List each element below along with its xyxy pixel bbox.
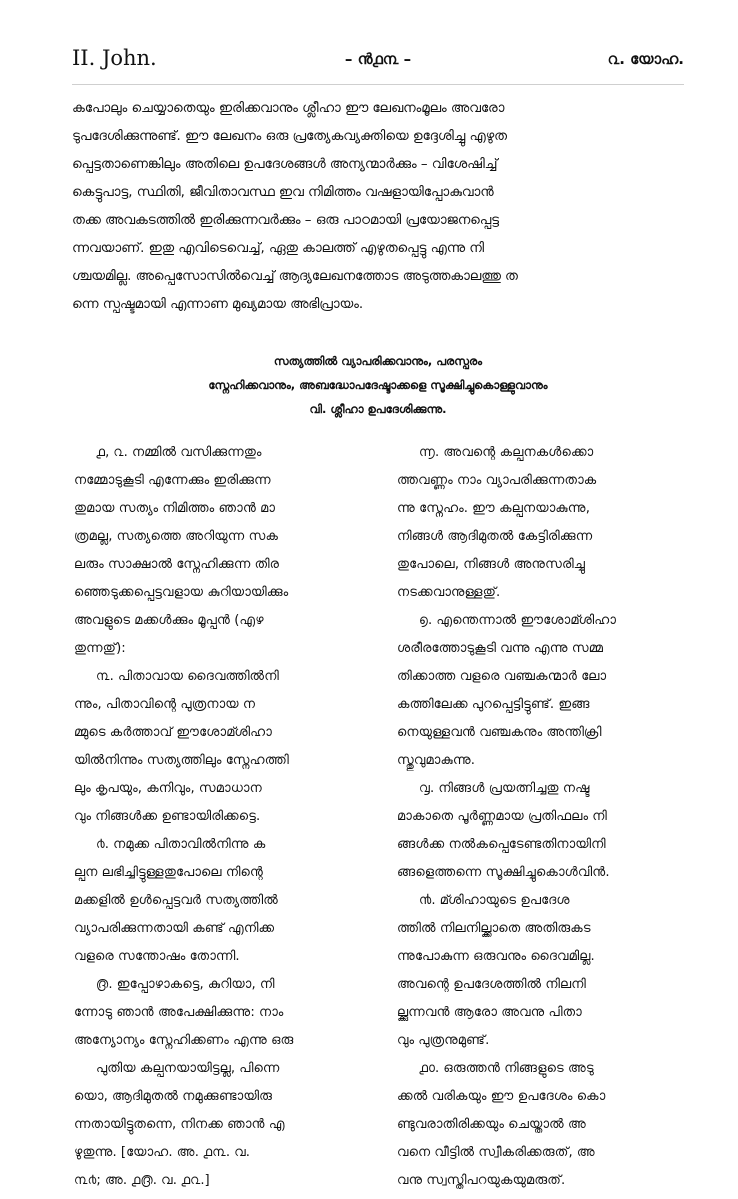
verse-line: മാകാതെ പൂർണ്ണമായ പ്രതിഫലം നി: [397, 809, 607, 824]
verse-line: തുപോലെ, നിങ്ങൾ അനുസരിച്ചു: [397, 557, 586, 572]
verse-line: തിക്കാത്ത വളരെ വഞ്ചകന്മാർ ലോ: [397, 669, 607, 684]
verse-line: ൩. പിതാവായ ദൈവത്തിൽനി: [96, 669, 279, 684]
verse-line: ല്പന ലഭിച്ചിട്ടുള്ളതുപോലെ നിന്റെ: [74, 865, 263, 880]
intro-line: ന്നെ സ്പഷ്ടമായി എന്നാണ മുഖ്യമായ അഭിപ്രായം.: [72, 297, 364, 312]
verse-line: ക്കൽ വരികയും ഈ ഉപദേശം കൊ: [397, 1089, 606, 1104]
verse-line: വും നിങ്ങൾക്ക ഉണ്ടായിരിക്കട്ടെ.: [74, 809, 261, 824]
verse-line: ത്തവണ്ണം നാം വ്യാപരിക്കുന്നതാക: [397, 473, 597, 488]
verse-line: വനു സ്വസ്തിപറയുകയുമരുത്.: [397, 1173, 566, 1188]
verse-line: ന്നു സ്നേഹം. ഈ കല്പനയാകുന്നു,: [397, 501, 590, 516]
left-column: [74, 439, 374, 1195]
verse-line: ന്നോടു ഞാൻ അപേക്ഷിക്കുന്നു: നാം: [74, 1005, 284, 1020]
page-number: – ൻ൧൩ –: [344, 50, 412, 68]
verse-line: നമ്മോടുകൂടി എന്നേക്കും ഇരിക്കുന്ന: [74, 473, 271, 488]
verse-line: ൮. നിങ്ങൾ പ്രയത്നിച്ചതു നഷ്ട: [419, 781, 590, 796]
verse-line: ൧, ൨. നമ്മിൽ വസിക്കുന്നതും: [96, 445, 262, 460]
verse-line: ഞ്ഞെടുക്കപ്പെട്ടവളായ കുറിയായിക്കും: [74, 585, 289, 600]
intro-line: ശ്ചയമില്ല. അപ്പെസോസിൽവെച്ച് ആദ്യലേഖനത്തോട അടുത്തകാലത്തു ത: [72, 269, 518, 284]
verse-line: ൫. ഇപ്പോഴാകട്ടെ, കുറിയാ, നി: [96, 977, 275, 992]
two-column-body: [72, 439, 684, 1199]
verse-line: ലരും സാക്ഷാൽ സ്നേഹിക്കുന്ന തിര: [74, 557, 280, 572]
verse-line: ന്നതായിട്ടുതന്നെ, നിനക്ക ഞാൻ എ: [74, 1117, 285, 1132]
verse-line: ഴുതുന്നു. [യോഹ. അ. ൧൩. വ.: [74, 1145, 250, 1160]
page-header: [72, 44, 684, 85]
verse-line: വളരെ സന്തോഷം തോന്നി.: [74, 949, 240, 964]
verse-line: ന്നും, പിതാവിന്റെ പുത്രനായ ന: [74, 697, 256, 712]
intro-line: പ്പെട്ടതാണെങ്കിലും അതിലെ ഉപദേശങ്ങൾ അന്യന്മാർക്കും – വിശേഷിച്ച്: [72, 157, 498, 172]
heading-line: വി. ശ്ലീഹാ ഉപദേശിക്കുന്നു.: [309, 402, 447, 416]
heading-line: സത്യത്തിൽ വ്യാപരിക്കവാനും, പരസ്പരം: [273, 354, 483, 368]
verse-line: ണ്ടുവരാതിരിക്കയും ചെയ്താൽ അ: [397, 1117, 586, 1132]
verse-line: തുമായ സത്യം നിമിത്തം ഞാൻ മാ: [74, 501, 276, 516]
verse-line: വനെ വീട്ടിൽ സ്വീകരിക്കരുത്, അ: [397, 1145, 595, 1160]
verse-line: ൭. എന്തെന്നാൽ ഈശോമ്ശിഹാ: [419, 613, 617, 628]
verse-line: ൪. നമുക്ക പിതാവിൽനിന്നു ക: [96, 837, 266, 852]
right-column: [397, 439, 687, 1195]
verse-line: സ്തുവുമാകുന്നു.: [397, 753, 475, 768]
verse-line: വ്യാപരിക്കുന്നതായി കണ്ട് എനിക്ക: [74, 921, 275, 936]
verse-line: മക്കളിൽ ഉൾപ്പെട്ടവർ സത്യത്തിൽ: [74, 893, 278, 908]
book-title: II. John.: [72, 46, 157, 70]
verse-line: ൩൪; അ. ൧൫. വ. ൧൨.]: [74, 1173, 210, 1188]
intro-line: കെട്ടുപാട്ട, സ്ഥിതി, ജീവിതാവസ്ഥ ഇവ നിമിത്തം വഷളായിപ്പോകുവാൻ: [72, 185, 494, 200]
verse-line: വും പുത്രനുമുണ്ട്.: [397, 1033, 490, 1048]
verse-line: ത്തിൽ നിലനില്ക്കാതെ അതിരുകട: [397, 921, 591, 936]
verse-line: ന്നുപോകുന്ന ഒരുവനും ദൈവമില്ല.: [397, 949, 595, 964]
heading-line: സ്നേഹിക്കവാനും, അബദ്ധോപദേഷ്ടാക്കളെ സൂക്ഷിച്ചുകൊള്ളുവാനും: [208, 378, 548, 392]
verse-line: അന്യോന്യം സ്നേഹിക്കണം എന്നു ഒരു: [74, 1033, 294, 1048]
verse-line: മ്മുടെ കർത്താവ് ഈശോമ്ശിഹാ: [74, 725, 272, 740]
verse-line: ൯. മ്ശിഹായുടെ ഉപദേശ: [419, 893, 570, 908]
verse-line: ൬. അവന്റെ കല്പനകൾക്കൊ: [419, 445, 594, 460]
verse-line: ങ്ങളെത്തന്നെ സൂക്ഷിച്ചുകൊൾവിൻ.: [397, 865, 610, 880]
verse-line: യിൽനിന്നും സത്യത്തിലും സ്നേഹത്തി: [74, 753, 289, 768]
section-heading: [72, 349, 684, 421]
verse-line: ൧൦. ഒരുത്തൻ നിങ്ങളുടെ അടു: [419, 1061, 594, 1076]
verse-line: ല്ക്കുന്നവൻ ആരോ അവനു പിതാ: [397, 1005, 582, 1020]
verse-line: യൊ, ആദിമുതൽ നമുക്കുണ്ടായിരു: [74, 1089, 273, 1104]
verse-line: നിങ്ങൾ ആദിമുതൽ കേട്ടിരിക്കുന്ന: [397, 529, 593, 544]
verse-line: അവന്റെ ഉപദേശത്തിൽ നിലനി: [397, 977, 586, 992]
verse-line: അവളുടെ മക്കൾക്കും മൂപ്പൻ (എഴ: [74, 613, 264, 628]
page: [72, 44, 684, 1199]
verse-line: ലും കൃപയും, കനിവും, സമാധാന: [74, 781, 262, 796]
intro-line: ടുപദേശിക്കുന്നുണ്ട്. ഈ ലേഖനം ഒരു പ്രത്യേകവ്യക്തിയെ ഉദ്ദേശിച്ചു എഴുത: [72, 129, 507, 144]
intro-line: കപോലും ചെയ്യാതെയും ഇരിക്കവാനും ശ്ലീഹാ ഈ ലേഖനംമൂലം അവരോ: [72, 101, 505, 116]
verse-line: ത്രമല്ല, സത്യത്തെ അറിയുന്ന സക: [74, 529, 279, 544]
verse-line: കത്തിലേക്ക പുറപ്പെട്ടിട്ടുണ്ട്. ഇങ്ങ: [397, 697, 590, 712]
intro-line: ന്നവയാണ്. ഇതു എവിടെവെച്ച്, ഏതു കാലത്ത് എഴുതപ്പെട്ടു എന്നു നി: [72, 241, 484, 256]
intro-paragraph: [72, 95, 684, 319]
verse-line: നെയുള്ളവൻ വഞ്ചകനും അന്തിക്രി: [397, 725, 602, 740]
verse-line: തുന്നതു്):: [74, 641, 126, 656]
verse-line: നടക്കവാനുള്ളതു്.: [397, 585, 501, 600]
verse-line: ശരീരത്തോടുകൂടി വന്നു എന്നു സമ്മ: [397, 641, 604, 656]
verse-line: പുതിയ കല്പനയായിട്ടല്ല, പിന്നെ: [96, 1061, 280, 1076]
chapter-label: ൨. യോഹ.: [607, 50, 684, 68]
verse-line: ങ്ങൾക്ക നൽകപ്പെടേണ്ടതിനായിനി: [397, 837, 606, 852]
intro-line: തക്ക അവകടത്തിൽ ഇരിക്കുന്നവർക്കും – ഒരു പാഠമായി പ്രയോജനപ്പെട്ട: [72, 213, 500, 228]
